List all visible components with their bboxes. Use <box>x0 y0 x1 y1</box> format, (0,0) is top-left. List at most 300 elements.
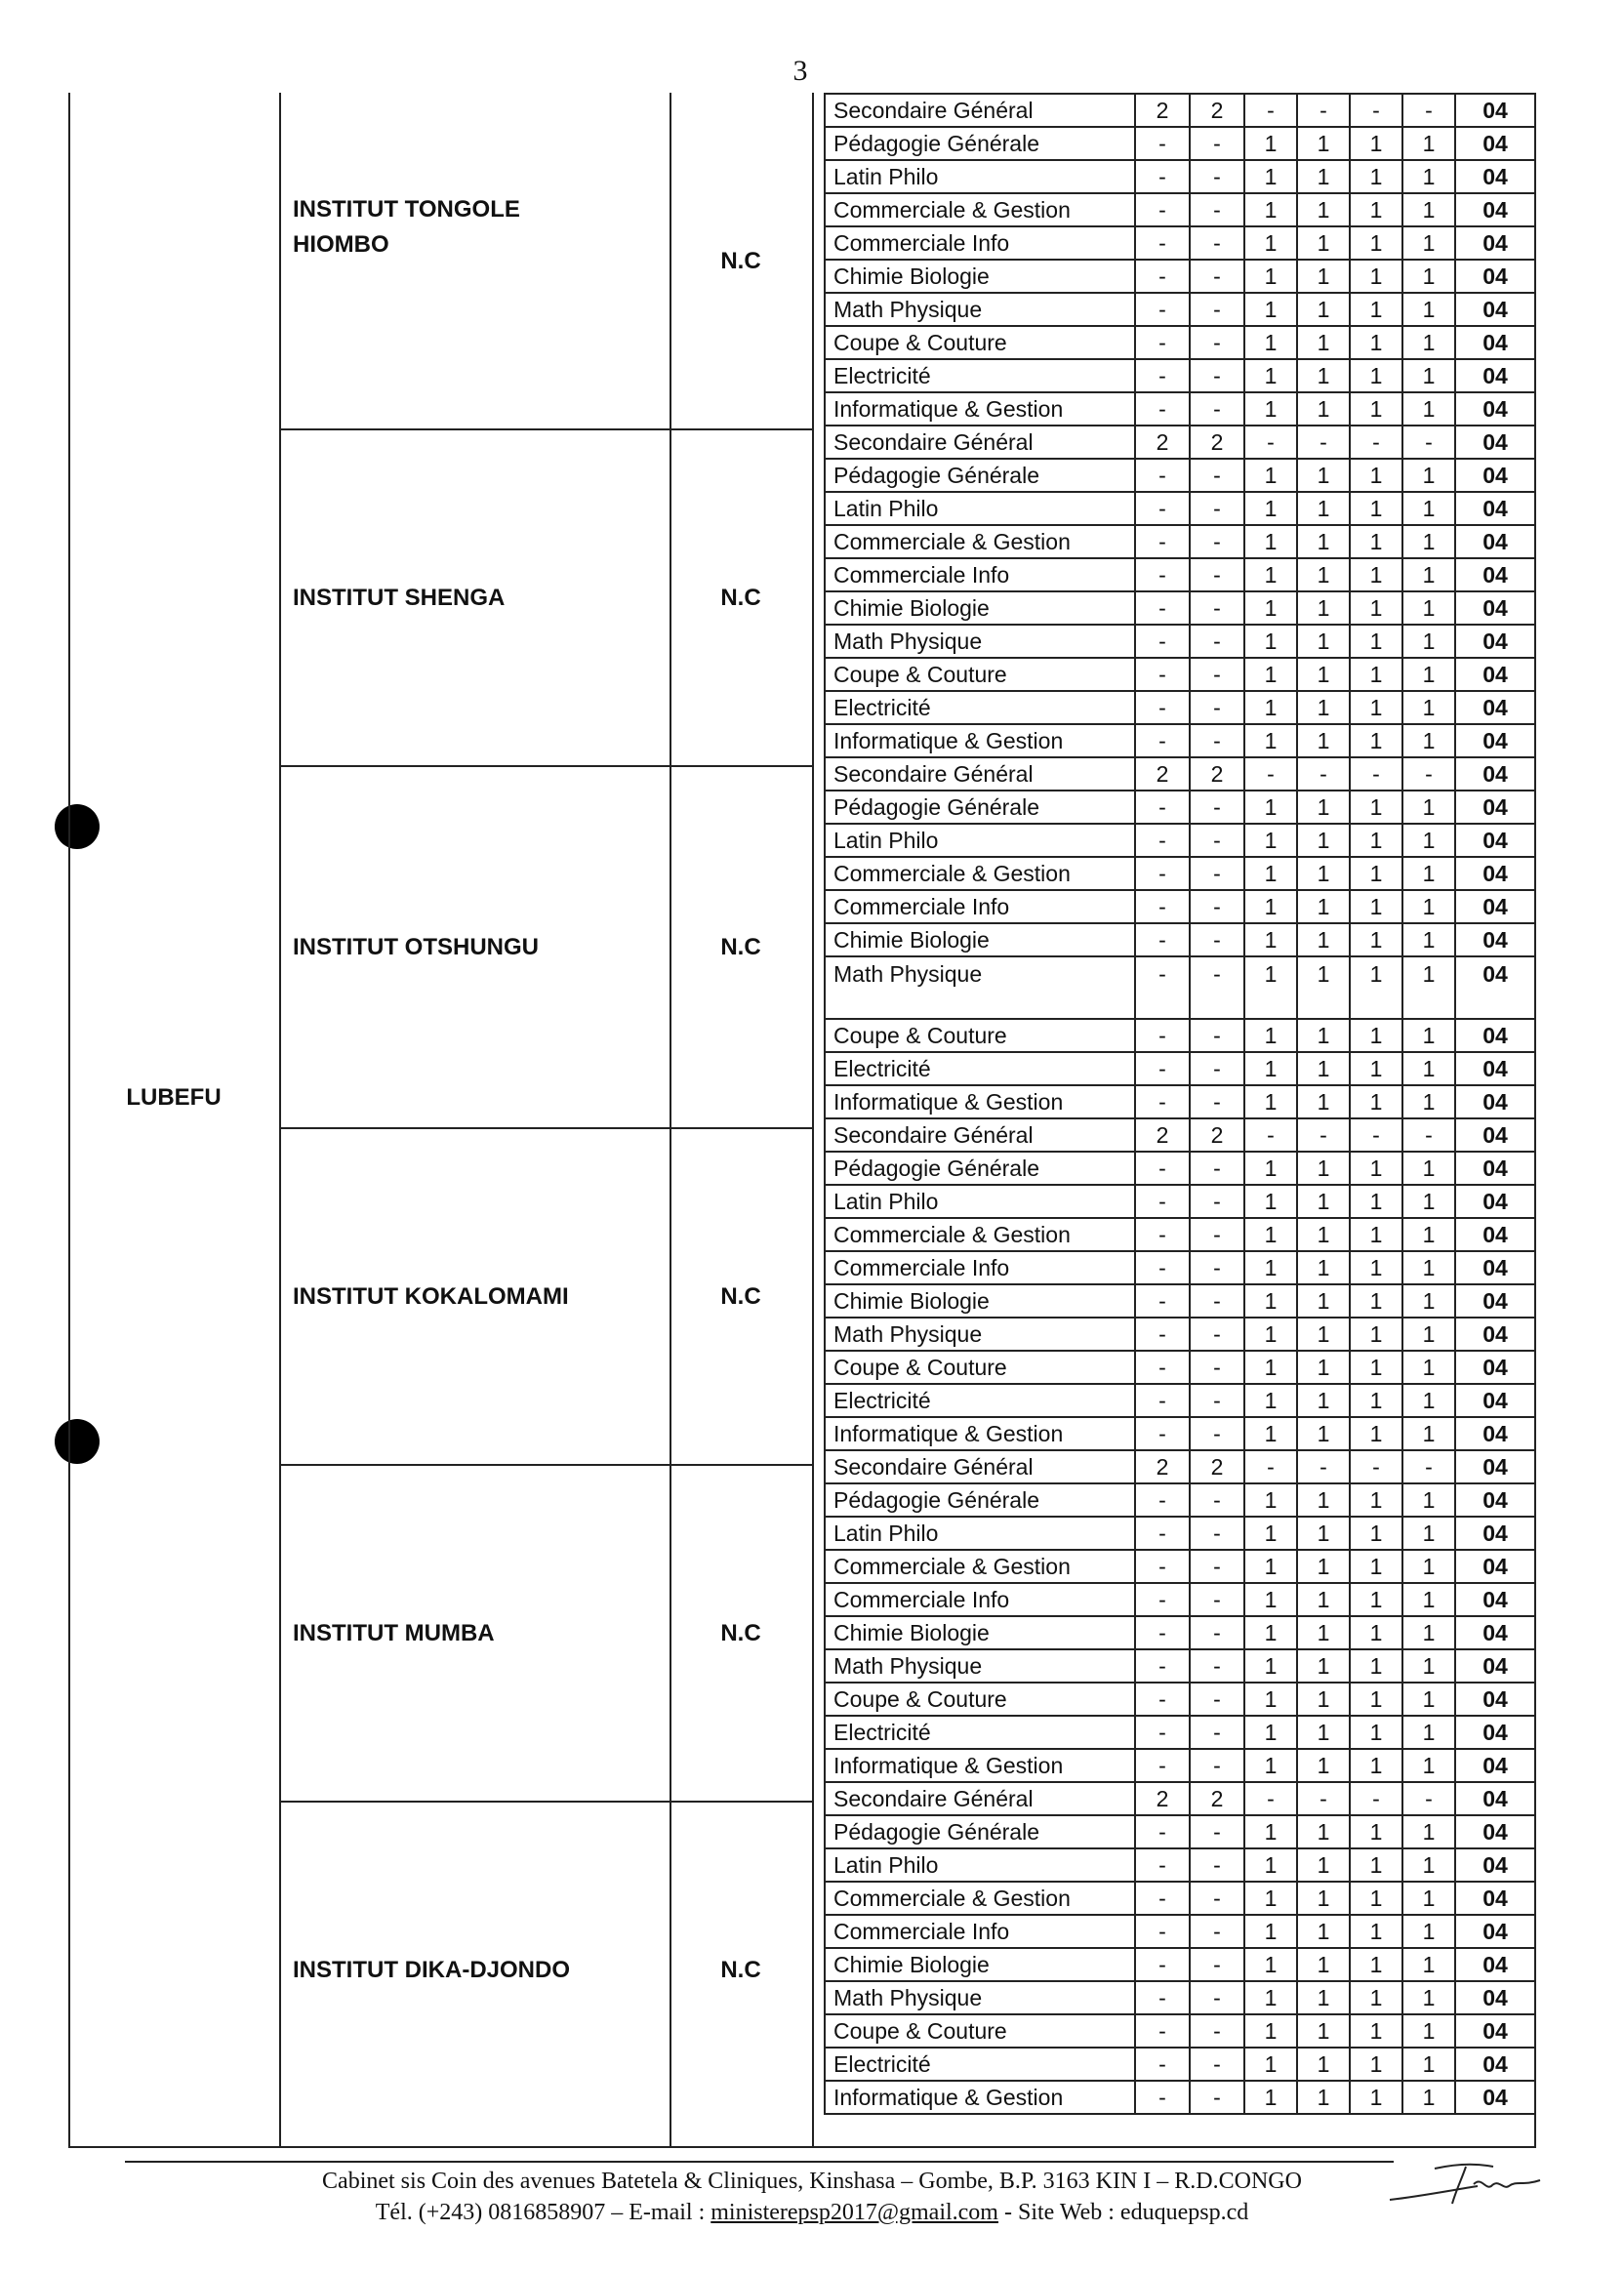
class-count-cell: 1 <box>1402 890 1455 923</box>
class-count-cell: 1 <box>1350 1318 1402 1351</box>
class-count-cell: - <box>1135 293 1190 326</box>
school-status: N.C <box>720 933 761 960</box>
class-count-cell: 1 <box>1402 1550 1455 1583</box>
total-cell: 04 <box>1455 558 1535 591</box>
class-count-cell: - <box>1135 1019 1190 1052</box>
class-count-cell: - <box>1190 1848 1244 1882</box>
footer-contact <box>0 2200 1624 2226</box>
class-count-cell: 1 <box>1402 1052 1455 1085</box>
class-count-cell: - <box>1135 392 1190 426</box>
class-count-cell: 1 <box>1244 658 1297 691</box>
signature-mark <box>1384 2157 1556 2215</box>
class-count-cell: 1 <box>1350 1948 1402 1981</box>
class-count-cell: 2 <box>1135 94 1190 127</box>
class-count-cell: 1 <box>1402 127 1455 160</box>
option-name: Electricité <box>825 691 1135 724</box>
class-count-cell: - <box>1190 1483 1244 1517</box>
class-count-cell: - <box>1402 1450 1455 1483</box>
table-row <box>825 226 1535 260</box>
class-count-cell: - <box>1135 1550 1190 1583</box>
class-count-cell: 1 <box>1297 1683 1350 1716</box>
class-count-cell: - <box>1135 890 1190 923</box>
class-count-cell: - <box>1190 558 1244 591</box>
class-count-cell: 1 <box>1244 193 1297 226</box>
table-row <box>825 1981 1535 2014</box>
total-cell: 04 <box>1455 724 1535 757</box>
table-row <box>825 1749 1535 1782</box>
table-row <box>825 94 1535 127</box>
class-count-cell: 1 <box>1402 193 1455 226</box>
class-count-cell: 1 <box>1350 1284 1402 1318</box>
class-count-cell: - <box>1190 1948 1244 1981</box>
class-count-cell: - <box>1135 1815 1190 1848</box>
class-count-cell: 1 <box>1244 1683 1297 1716</box>
class-count-cell: 1 <box>1297 558 1350 591</box>
total-cell: 04 <box>1455 1882 1535 1915</box>
class-count-cell: 1 <box>1350 293 1402 326</box>
class-count-cell: - <box>1135 2048 1190 2081</box>
option-name: Electricité <box>825 1384 1135 1417</box>
class-count-cell: - <box>1190 1318 1244 1351</box>
class-count-cell: 1 <box>1297 1649 1350 1683</box>
class-count-cell: - <box>1297 94 1350 127</box>
table-row <box>825 1450 1535 1483</box>
class-count-cell: - <box>1135 625 1190 658</box>
class-count-cell: - <box>1135 193 1190 226</box>
class-count-cell: - <box>1135 2014 1190 2048</box>
class-count-cell: - <box>1135 459 1190 492</box>
table-row <box>825 824 1535 857</box>
class-count-cell: - <box>1190 1915 1244 1948</box>
table-row <box>825 1118 1535 1152</box>
class-count-cell: - <box>1190 1716 1244 1749</box>
class-count-cell: 1 <box>1350 492 1402 525</box>
option-name: Math Physique <box>825 1649 1135 1683</box>
class-count-cell: 1 <box>1297 1251 1350 1284</box>
class-count-cell: - <box>1190 1417 1244 1450</box>
class-count-cell: 1 <box>1244 1052 1297 1085</box>
total-cell: 04 <box>1455 359 1535 392</box>
class-count-cell: 2 <box>1135 1118 1190 1152</box>
class-count-cell: 1 <box>1244 1649 1297 1683</box>
class-count-cell: 1 <box>1297 1318 1350 1351</box>
class-count-cell: - <box>1135 1384 1190 1417</box>
total-cell: 04 <box>1455 857 1535 890</box>
class-count-cell: 1 <box>1297 1915 1350 1948</box>
total-cell: 04 <box>1455 426 1535 459</box>
class-count-cell: 1 <box>1350 359 1402 392</box>
class-count-cell: - <box>1350 1782 1402 1815</box>
class-count-cell: 1 <box>1297 1483 1350 1517</box>
class-count-cell: - <box>1190 2081 1244 2114</box>
class-count-cell: - <box>1190 1550 1244 1583</box>
class-count-cell: 1 <box>1297 591 1350 625</box>
table-row <box>825 1517 1535 1550</box>
class-count-cell: - <box>1135 857 1190 890</box>
school-divider <box>279 428 814 430</box>
total-cell: 04 <box>1455 1649 1535 1683</box>
school-name-line: INSTITUT KOKALOMAMI <box>293 1282 569 1310</box>
class-count-cell: 1 <box>1297 293 1350 326</box>
class-count-cell: - <box>1135 1981 1190 2014</box>
class-count-cell: 1 <box>1350 326 1402 359</box>
class-count-cell: - <box>1135 525 1190 558</box>
class-count-cell: 1 <box>1350 1052 1402 1085</box>
class-count-cell: - <box>1190 160 1244 193</box>
class-count-cell: 1 <box>1350 1251 1402 1284</box>
table-row <box>825 1782 1535 1815</box>
class-count-cell: 1 <box>1297 1616 1350 1649</box>
class-count-cell: 1 <box>1297 1848 1350 1882</box>
class-count-cell: 2 <box>1190 1450 1244 1483</box>
school-status: N.C <box>720 1619 761 1646</box>
option-name: Pédagogie Générale <box>825 127 1135 160</box>
total-cell: 04 <box>1455 1517 1535 1550</box>
class-count-cell: 1 <box>1297 857 1350 890</box>
class-count-cell: 1 <box>1402 459 1455 492</box>
class-count-cell: 1 <box>1350 625 1402 658</box>
total-cell: 04 <box>1455 392 1535 426</box>
total-cell: 04 <box>1455 1815 1535 1848</box>
class-count-cell: - <box>1297 1118 1350 1152</box>
total-cell: 04 <box>1455 1683 1535 1716</box>
class-count-cell: - <box>1135 1218 1190 1251</box>
class-count-cell: 1 <box>1297 459 1350 492</box>
class-count-cell: 1 <box>1244 1815 1297 1848</box>
table-row <box>825 1882 1535 1915</box>
option-name: Commerciale & Gestion <box>825 1218 1135 1251</box>
option-name: Math Physique <box>825 625 1135 658</box>
table-row <box>825 791 1535 824</box>
option-name: Coupe & Couture <box>825 1351 1135 1384</box>
table-row <box>825 923 1535 956</box>
total-cell: 04 <box>1455 824 1535 857</box>
class-count-cell: 1 <box>1402 1749 1455 1782</box>
class-count-cell: 1 <box>1244 1517 1297 1550</box>
class-count-cell: - <box>1135 1749 1190 1782</box>
total-cell: 04 <box>1455 1417 1535 1450</box>
option-name: Math Physique <box>825 1318 1135 1351</box>
table-row <box>825 1251 1535 1284</box>
class-count-cell: 1 <box>1350 824 1402 857</box>
class-count-cell: 1 <box>1402 1815 1455 1848</box>
class-count-cell: 1 <box>1350 923 1402 956</box>
school-divider <box>279 765 814 767</box>
class-count-cell: - <box>1190 260 1244 293</box>
class-count-cell: - <box>1190 1583 1244 1616</box>
class-count-cell: 1 <box>1402 1085 1455 1118</box>
class-count-cell: 1 <box>1402 1019 1455 1052</box>
page-number: 3 <box>792 55 808 87</box>
class-count-cell: 1 <box>1350 658 1402 691</box>
option-name: Electricité <box>825 1716 1135 1749</box>
total-cell: 04 <box>1455 791 1535 824</box>
total-cell: 04 <box>1455 94 1535 127</box>
class-count-cell: 1 <box>1402 1882 1455 1915</box>
class-count-cell: 2 <box>1135 426 1190 459</box>
class-count-cell: 1 <box>1244 2048 1297 2081</box>
total-cell: 04 <box>1455 1152 1535 1185</box>
total-cell: 04 <box>1455 625 1535 658</box>
option-name: Commerciale Info <box>825 558 1135 591</box>
school-status: N.C <box>720 1282 761 1310</box>
class-count-cell: - <box>1190 1384 1244 1417</box>
total-cell: 04 <box>1455 658 1535 691</box>
class-count-cell: 1 <box>1350 1417 1402 1450</box>
class-count-cell: 1 <box>1244 923 1297 956</box>
class-count-cell: 1 <box>1297 160 1350 193</box>
footer-site: - Site Web : eduquepsp.cd <box>997 2200 1249 2225</box>
class-count-cell: 1 <box>1244 824 1297 857</box>
class-count-cell: 1 <box>1402 1948 1455 1981</box>
class-count-cell: 1 <box>1244 2014 1297 2048</box>
option-name: Latin Philo <box>825 492 1135 525</box>
table-row <box>825 1815 1535 1848</box>
total-cell: 04 <box>1455 525 1535 558</box>
class-count-cell: 1 <box>1402 1517 1455 1550</box>
table-row <box>825 691 1535 724</box>
school-name-line: INSTITUT OTSHUNGU <box>293 933 539 960</box>
school-name <box>293 581 683 616</box>
school-name <box>293 930 683 965</box>
class-count-cell: 1 <box>1402 1915 1455 1948</box>
class-count-cell: 1 <box>1297 658 1350 691</box>
class-count-cell: - <box>1190 1152 1244 1185</box>
class-count-cell: 1 <box>1297 923 1350 956</box>
table-row <box>825 591 1535 625</box>
class-count-cell: - <box>1190 1815 1244 1848</box>
option-name: Pédagogie Générale <box>825 1483 1135 1517</box>
class-count-cell: - <box>1135 1948 1190 1981</box>
table-row <box>825 293 1535 326</box>
class-count-cell: 1 <box>1297 824 1350 857</box>
class-count-cell: 1 <box>1297 525 1350 558</box>
class-count-cell: 1 <box>1244 1251 1297 1284</box>
footer-email-link[interactable]: ministerepsp2017@gmail.com <box>710 2200 998 2225</box>
class-count-cell: 1 <box>1402 857 1455 890</box>
total-cell: 04 <box>1455 1749 1535 1782</box>
class-count-cell: - <box>1190 791 1244 824</box>
class-count-cell: - <box>1190 1683 1244 1716</box>
class-count-cell: 1 <box>1350 1351 1402 1384</box>
table-row <box>825 1085 1535 1118</box>
total-cell: 04 <box>1455 691 1535 724</box>
class-count-cell: - <box>1190 625 1244 658</box>
total-cell: 04 <box>1455 757 1535 791</box>
class-count-cell: 1 <box>1244 956 1297 1019</box>
option-name: Secondaire Général <box>825 1118 1135 1152</box>
class-count-cell: 1 <box>1244 1284 1297 1318</box>
class-count-cell: 1 <box>1244 1218 1297 1251</box>
class-count-cell: - <box>1135 791 1190 824</box>
option-name: Pédagogie Générale <box>825 791 1135 824</box>
class-count-cell: 1 <box>1402 492 1455 525</box>
class-count-cell: 1 <box>1402 1417 1455 1450</box>
class-count-cell: 1 <box>1297 1716 1350 1749</box>
class-count-cell: 1 <box>1297 2048 1350 2081</box>
class-count-cell: 1 <box>1297 193 1350 226</box>
school-name <box>293 192 683 263</box>
class-count-cell: 1 <box>1350 193 1402 226</box>
total-cell: 04 <box>1455 226 1535 260</box>
total-cell: 04 <box>1455 1351 1535 1384</box>
table-row <box>825 757 1535 791</box>
class-count-cell: 1 <box>1297 1981 1350 2014</box>
option-name: Commerciale & Gestion <box>825 193 1135 226</box>
table-row <box>825 1218 1535 1251</box>
class-count-cell: 1 <box>1297 1517 1350 1550</box>
class-count-cell: 1 <box>1402 392 1455 426</box>
class-count-cell: - <box>1135 591 1190 625</box>
school-name-line: INSTITUT MUMBA <box>293 1619 495 1646</box>
class-count-cell: 2 <box>1135 1450 1190 1483</box>
class-count-cell: - <box>1297 757 1350 791</box>
class-count-cell: 1 <box>1402 1683 1455 1716</box>
option-name: Chimie Biologie <box>825 923 1135 956</box>
class-count-cell: 1 <box>1244 293 1297 326</box>
class-count-cell: 1 <box>1244 1616 1297 1649</box>
class-count-cell: - <box>1190 923 1244 956</box>
class-count-cell: 1 <box>1402 326 1455 359</box>
total-cell: 04 <box>1455 1550 1535 1583</box>
table-row <box>825 2048 1535 2081</box>
table-row <box>825 1052 1535 1085</box>
class-count-cell: 1 <box>1350 392 1402 426</box>
table-row <box>825 392 1535 426</box>
class-count-cell: - <box>1190 1981 1244 2014</box>
class-count-cell: 1 <box>1402 1716 1455 1749</box>
class-count-cell: - <box>1135 260 1190 293</box>
class-count-cell: - <box>1190 359 1244 392</box>
footer-address: Cabinet sis Coin des avenues Batetela & Cliniques, Kinshasa – Gombe, B.P. 3163 KIN I – R.D.CONGO <box>322 2169 1302 2194</box>
class-count-cell: 1 <box>1297 1815 1350 1848</box>
table-row <box>825 1318 1535 1351</box>
option-name: Informatique & Gestion <box>825 1749 1135 1782</box>
class-count-cell: 1 <box>1350 1550 1402 1583</box>
class-count-cell: - <box>1135 824 1190 857</box>
class-count-cell: 1 <box>1244 392 1297 426</box>
class-count-cell: - <box>1135 359 1190 392</box>
class-count-cell: 1 <box>1244 1483 1297 1517</box>
class-count-cell: - <box>1350 757 1402 791</box>
class-count-cell: - <box>1135 326 1190 359</box>
class-count-cell: 1 <box>1402 1185 1455 1218</box>
option-name: Electricité <box>825 1052 1135 1085</box>
table-row <box>825 260 1535 293</box>
class-count-cell: - <box>1190 1019 1244 1052</box>
total-cell: 04 <box>1455 2014 1535 2048</box>
class-count-cell: - <box>1190 956 1244 1019</box>
class-count-cell: - <box>1135 658 1190 691</box>
table-row <box>825 658 1535 691</box>
class-count-cell: - <box>1244 1118 1297 1152</box>
class-count-cell: - <box>1244 94 1297 127</box>
class-count-cell: 1 <box>1402 1152 1455 1185</box>
class-count-cell: - <box>1135 1483 1190 1517</box>
option-name: Latin Philo <box>825 160 1135 193</box>
options-table <box>824 93 1536 2115</box>
school-name-line: HIOMBO <box>293 231 389 258</box>
class-count-cell: 1 <box>1297 1284 1350 1318</box>
total-cell: 04 <box>1455 2081 1535 2114</box>
class-count-cell: 1 <box>1402 1981 1455 2014</box>
total-cell: 04 <box>1455 293 1535 326</box>
class-count-cell: - <box>1350 94 1402 127</box>
class-count-cell: 1 <box>1244 625 1297 658</box>
class-count-cell: 1 <box>1402 1649 1455 1683</box>
class-count-cell: 1 <box>1244 1185 1297 1218</box>
allocation-table <box>68 93 1536 2148</box>
class-count-cell: 1 <box>1402 691 1455 724</box>
total-cell: 04 <box>1455 890 1535 923</box>
class-count-cell: 1 <box>1297 226 1350 260</box>
option-name: Chimie Biologie <box>825 1948 1135 1981</box>
option-name: Commerciale & Gestion <box>825 525 1135 558</box>
table-row <box>825 1583 1535 1616</box>
table-row <box>825 956 1535 1019</box>
option-name: Latin Philo <box>825 1517 1135 1550</box>
class-count-cell: 1 <box>1402 1583 1455 1616</box>
class-count-cell: - <box>1135 724 1190 757</box>
option-name: Informatique & Gestion <box>825 1417 1135 1450</box>
table-row <box>825 1351 1535 1384</box>
table-row <box>825 1550 1535 1583</box>
option-name: Math Physique <box>825 956 1135 1019</box>
school-name-line: INSTITUT TONGOLE <box>293 196 520 223</box>
class-count-cell: - <box>1190 459 1244 492</box>
class-count-cell: - <box>1190 1517 1244 1550</box>
school-divider <box>279 1464 814 1466</box>
option-name: Secondaire Général <box>825 1450 1135 1483</box>
total-cell: 04 <box>1455 1118 1535 1152</box>
class-count-cell: 1 <box>1297 392 1350 426</box>
table-row <box>825 1152 1535 1185</box>
total-cell: 04 <box>1455 1218 1535 1251</box>
option-name: Secondaire Général <box>825 426 1135 459</box>
total-cell: 04 <box>1455 923 1535 956</box>
table-row <box>825 160 1535 193</box>
class-count-cell: 1 <box>1244 857 1297 890</box>
class-count-cell: 1 <box>1297 1550 1350 1583</box>
class-count-cell: 1 <box>1244 558 1297 591</box>
option-name: Coupe & Couture <box>825 2014 1135 2048</box>
class-count-cell: - <box>1190 1749 1244 1782</box>
class-count-cell: - <box>1135 1318 1190 1351</box>
class-count-cell: 1 <box>1244 1948 1297 1981</box>
class-count-cell: 1 <box>1297 1417 1350 1450</box>
class-count-cell: 1 <box>1350 459 1402 492</box>
class-count-cell: 1 <box>1402 293 1455 326</box>
class-count-cell: 1 <box>1402 1384 1455 1417</box>
class-count-cell: 1 <box>1297 1948 1350 1981</box>
table-row <box>825 1915 1535 1948</box>
class-count-cell: - <box>1402 426 1455 459</box>
class-count-cell: 1 <box>1244 1384 1297 1417</box>
class-count-cell: 1 <box>1402 1251 1455 1284</box>
class-count-cell: 1 <box>1297 127 1350 160</box>
class-count-cell: 1 <box>1402 2048 1455 2081</box>
class-count-cell: - <box>1297 1450 1350 1483</box>
class-count-cell: 1 <box>1350 1218 1402 1251</box>
class-count-cell: - <box>1190 492 1244 525</box>
class-count-cell: - <box>1190 691 1244 724</box>
class-count-cell: 2 <box>1190 1118 1244 1152</box>
class-count-cell: 1 <box>1350 1483 1402 1517</box>
class-count-cell: - <box>1190 293 1244 326</box>
table-row <box>825 426 1535 459</box>
table-row <box>825 1683 1535 1716</box>
class-count-cell: - <box>1244 426 1297 459</box>
